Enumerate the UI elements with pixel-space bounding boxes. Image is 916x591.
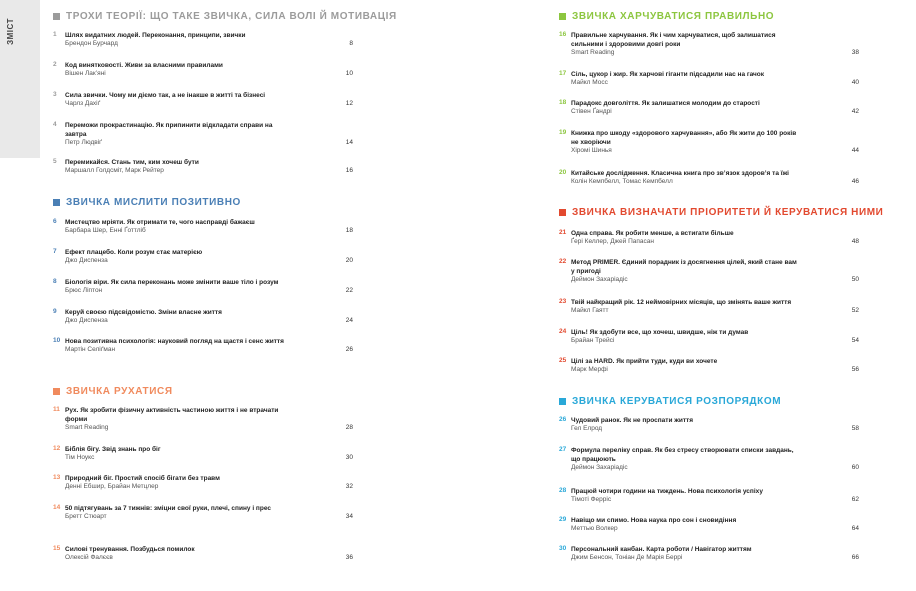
entry-number: 4 bbox=[53, 121, 57, 128]
entry-number: 30 bbox=[559, 545, 567, 552]
entry-page-number: 44 bbox=[851, 147, 859, 154]
entry-author: Брюс Ліптон bbox=[65, 287, 103, 294]
section-marker-square bbox=[53, 199, 60, 206]
section-title: ЗВИЧКА МИСЛИТИ ПОЗИТИВНО bbox=[66, 196, 241, 208]
entry-title: Книжка про шкоду «здорового харчування», або Як жити до 100 років не хворіючи bbox=[571, 130, 797, 146]
entry-page-number: 46 bbox=[851, 178, 859, 185]
entry-title: Силові тренування. Позбудься помилок bbox=[65, 546, 195, 553]
entry-page-number: 40 bbox=[851, 79, 859, 86]
entry-author: Барбара Шер, Енні Ґоттліб bbox=[65, 227, 146, 234]
side-tab bbox=[0, 0, 40, 158]
entry-page-number: 26 bbox=[345, 346, 353, 353]
entry-author: Деймон Захаріадіс bbox=[571, 464, 628, 471]
entry-page-number: 32 bbox=[345, 483, 353, 490]
entry-number: 1 bbox=[53, 31, 57, 38]
entry-page-number: 56 bbox=[851, 366, 859, 373]
entry-author: Олексій Фалєєв bbox=[65, 554, 113, 561]
entry-number: 20 bbox=[559, 169, 567, 176]
entry-page-number: 12 bbox=[345, 100, 353, 107]
entry-author: Гел Елрод bbox=[571, 425, 603, 432]
entry-title: Перемикайся. Стань тим, ким хочеш бути bbox=[65, 159, 199, 166]
entry-title: Цілі за HARD. Як прийти туди, куди ви хочете bbox=[571, 358, 718, 365]
entry-author: Деймон Захаріадіс bbox=[571, 276, 628, 283]
entry-author: Майкл Мосс bbox=[571, 79, 608, 86]
section-header bbox=[559, 9, 859, 23]
entry-title: Китайське дослідження. Класична книга про зв’язок здоров’я та їжі bbox=[571, 170, 789, 177]
entry-title: Ефект плацебо. Коли розум стає матерією bbox=[65, 249, 203, 256]
entry-title: Метод PRIMER. Єдиний порадник із досягнення цілей, який стане вам у пригоді bbox=[571, 259, 797, 275]
entry-number: 14 bbox=[53, 504, 61, 511]
entry-title: Чудовий ранок. Як не проспати життя bbox=[571, 417, 694, 424]
entry-author: Тім Ноукс bbox=[65, 454, 95, 461]
entry-page-number: 16 bbox=[345, 167, 353, 174]
entry-page-number: 64 bbox=[851, 525, 859, 532]
entry-title: Нова позитивна психологія: науковий погляд на щастя і сенс життя bbox=[65, 338, 284, 345]
section-header bbox=[559, 205, 884, 219]
entry-page-number: 42 bbox=[851, 108, 859, 115]
entry-number: 22 bbox=[559, 258, 567, 265]
entry-page-number: 38 bbox=[851, 49, 859, 56]
entry-title: Сіль, цукор і жир. Як харчові гіганти підсадили нас на гачок bbox=[571, 71, 765, 78]
entry-page-number: 48 bbox=[851, 238, 859, 245]
entry-number: 23 bbox=[559, 298, 567, 305]
entry-page-number: 28 bbox=[345, 424, 353, 431]
section-header bbox=[53, 9, 397, 23]
entry-title: Формула переліку справ. Як без стресу створювати списки завдань, що працюють bbox=[571, 447, 794, 463]
entry-page-number: 22 bbox=[345, 287, 353, 294]
entry-author: Хіромі Шинья bbox=[571, 147, 612, 154]
entry-page-number: 34 bbox=[345, 513, 353, 520]
entry-number: 6 bbox=[53, 218, 57, 225]
entry-number: 21 bbox=[559, 229, 567, 236]
entry-title: Біологія віри. Як сила переконань може змінити ваше тіло і розум bbox=[65, 279, 279, 286]
entry-number: 16 bbox=[559, 31, 567, 38]
entry-title: Персональний канбан. Карта роботи / Навігатор життям bbox=[571, 546, 752, 553]
entry-page-number: 36 bbox=[345, 554, 353, 561]
entry-author: Петр Людвіґ bbox=[65, 139, 102, 146]
section-marker-square bbox=[53, 388, 60, 395]
entry-page-number: 54 bbox=[851, 337, 859, 344]
section-header bbox=[53, 384, 353, 398]
entry-number: 15 bbox=[53, 545, 61, 552]
entry-author: Денні Ебшир, Брайан Метцлер bbox=[65, 483, 159, 490]
entry-title: Правильне харчування. Як і чим харчуватися, щоб залишатися сильними і здоровими довгі роки bbox=[571, 32, 776, 48]
entry-author: Брайан Трейсі bbox=[571, 337, 615, 344]
entry-number: 13 bbox=[53, 474, 61, 481]
section-title: ТРОХИ ТЕОРІЇ: ЩО ТАКЕ ЗВИЧКА, СИЛА ВОЛІ Й МОТИВАЦІЯ bbox=[66, 10, 397, 22]
entry-author: Чарлз Дахіґ bbox=[65, 100, 101, 107]
entry-title: Мистецтво мріяти. Як отримати те, чого насправді бажаєш bbox=[65, 219, 255, 226]
entry-page-number: 24 bbox=[345, 317, 353, 324]
entry-number: 5 bbox=[53, 158, 57, 165]
entry-page-number: 10 bbox=[345, 70, 353, 77]
entry-title: Шлях видатних людей. Переконання, принципи, звички bbox=[65, 32, 246, 39]
entry-title: Працюй чотири години на тиждень. Нова психологія успіху bbox=[571, 488, 763, 495]
entry-title: Рух. Як зробити фізичну активність частиною життя і не втрачати форми bbox=[65, 407, 279, 423]
entry-title: Твій найкращий рік. 12 неймовірних місяців, що змінять ваше життя bbox=[571, 299, 792, 306]
entry-author: Мартін Селіґман bbox=[65, 346, 116, 353]
entry-author: Меттью Волкер bbox=[571, 525, 618, 532]
entry-title: Переможи прокрастинацію. Як припинити відкладати справи на завтра bbox=[65, 122, 273, 138]
entry-number: 24 bbox=[559, 328, 567, 335]
entry-title: Сила звички. Чому ми діємо так, а не інакше в житті та бізнесі bbox=[65, 92, 266, 99]
entry-number: 2 bbox=[53, 61, 57, 68]
entry-number: 17 bbox=[559, 70, 567, 77]
entry-number: 26 bbox=[559, 416, 567, 423]
entry-author: Тімоті Ферріс bbox=[571, 496, 612, 503]
entry-number: 3 bbox=[53, 91, 57, 98]
side-tab-label: ЗМІСТ bbox=[6, 18, 15, 45]
entry-author: Джим Бенсон, Тоніан Де Марія Беррі bbox=[571, 554, 683, 561]
entry-author: Smart Reading bbox=[571, 49, 615, 56]
entry-number: 29 bbox=[559, 516, 567, 523]
entry-title: Природний біг. Простий спосіб бігати без травм bbox=[65, 475, 220, 482]
entry-page-number: 60 bbox=[851, 464, 859, 471]
entry-page-number: 62 bbox=[851, 496, 859, 503]
entry-page-number: 8 bbox=[349, 40, 353, 47]
entry-page-number: 58 bbox=[851, 425, 859, 432]
entry-page-number: 20 bbox=[345, 257, 353, 264]
section-header bbox=[53, 195, 353, 209]
entry-number: 10 bbox=[53, 337, 61, 344]
entry-author: Майкл Гаятт bbox=[571, 307, 609, 314]
entry-number: 8 bbox=[53, 278, 57, 285]
entry-author: Стівен Ґандрі bbox=[571, 108, 612, 115]
section-marker-square bbox=[559, 13, 566, 20]
entry-title: Одна справа. Як робити менше, а встигати більше bbox=[571, 230, 734, 237]
entry-author: Брендон Бурчард bbox=[65, 40, 118, 47]
section-title: ЗВИЧКА ХАРЧУВАТИСЯ ПРАВИЛЬНО bbox=[572, 10, 775, 22]
entry-page-number: 14 bbox=[345, 139, 353, 146]
entry-number: 25 bbox=[559, 357, 567, 364]
entry-page-number: 52 bbox=[851, 307, 859, 314]
entry-page-number: 30 bbox=[345, 454, 353, 461]
entry-author: Джо Диспенза bbox=[65, 317, 108, 324]
entry-author: Колін Кемпбелл, Томас Кемпбелл bbox=[571, 178, 673, 185]
entry-page-number: 18 bbox=[345, 227, 353, 234]
entry-author: Марк Мерфі bbox=[571, 366, 608, 373]
entry-author: Бретт Стюарт bbox=[65, 513, 107, 520]
entry-author: Вішен Лак’яні bbox=[65, 70, 106, 77]
section-title: ЗВИЧКА КЕРУВАТИСЯ РОЗПОРЯДКОМ bbox=[572, 395, 782, 407]
entry-title: Код винятковості. Живи за власними правилами bbox=[65, 62, 223, 69]
section-title: ЗВИЧКА ВИЗНАЧАТИ ПРІОРИТЕТИ Й КЕРУВАТИСЯ НИМИ bbox=[572, 206, 884, 218]
entry-title: 50 підтягувань за 7 тижнів: зміцни свої руки, плечі, спину і прес bbox=[65, 505, 271, 512]
entry-number: 18 bbox=[559, 99, 567, 106]
entry-author: Джо Диспенза bbox=[65, 257, 108, 264]
entry-author: Маршалл Голдсміт, Марк Рейтер bbox=[65, 167, 164, 174]
section-header bbox=[559, 394, 859, 408]
entry-title: Керуй своєю підсвідомістю. Зміни власне життя bbox=[65, 309, 222, 316]
entry-number: 7 bbox=[53, 248, 57, 255]
entry-number: 11 bbox=[53, 406, 60, 413]
entry-title: Навіщо ми спимо. Нова наука про сон і сновидіння bbox=[571, 517, 737, 524]
entry-number: 19 bbox=[559, 129, 567, 136]
entry-title: Парадокс довголіття. Як залишатися молодим до старості bbox=[571, 100, 760, 107]
section-marker-square bbox=[559, 209, 566, 216]
entry-number: 27 bbox=[559, 446, 567, 453]
section-marker-square bbox=[559, 398, 566, 405]
entry-number: 12 bbox=[53, 445, 61, 452]
entry-title: Ціль! Як здобути все, що хочеш, швидше, ніж ти думав bbox=[571, 329, 749, 336]
section-title: ЗВИЧКА РУХАТИСЯ bbox=[66, 385, 173, 397]
entry-author: Smart Reading bbox=[65, 424, 109, 431]
section-marker-square bbox=[53, 13, 60, 20]
entry-author: Ґері Келлер, Джей Папасан bbox=[571, 238, 654, 245]
entry-title: Біблія бігу. Звід знань про біг bbox=[65, 446, 161, 453]
entry-number: 9 bbox=[53, 308, 57, 315]
entry-page-number: 50 bbox=[851, 276, 859, 283]
entry-number: 28 bbox=[559, 487, 567, 494]
entry-page-number: 66 bbox=[851, 554, 859, 561]
